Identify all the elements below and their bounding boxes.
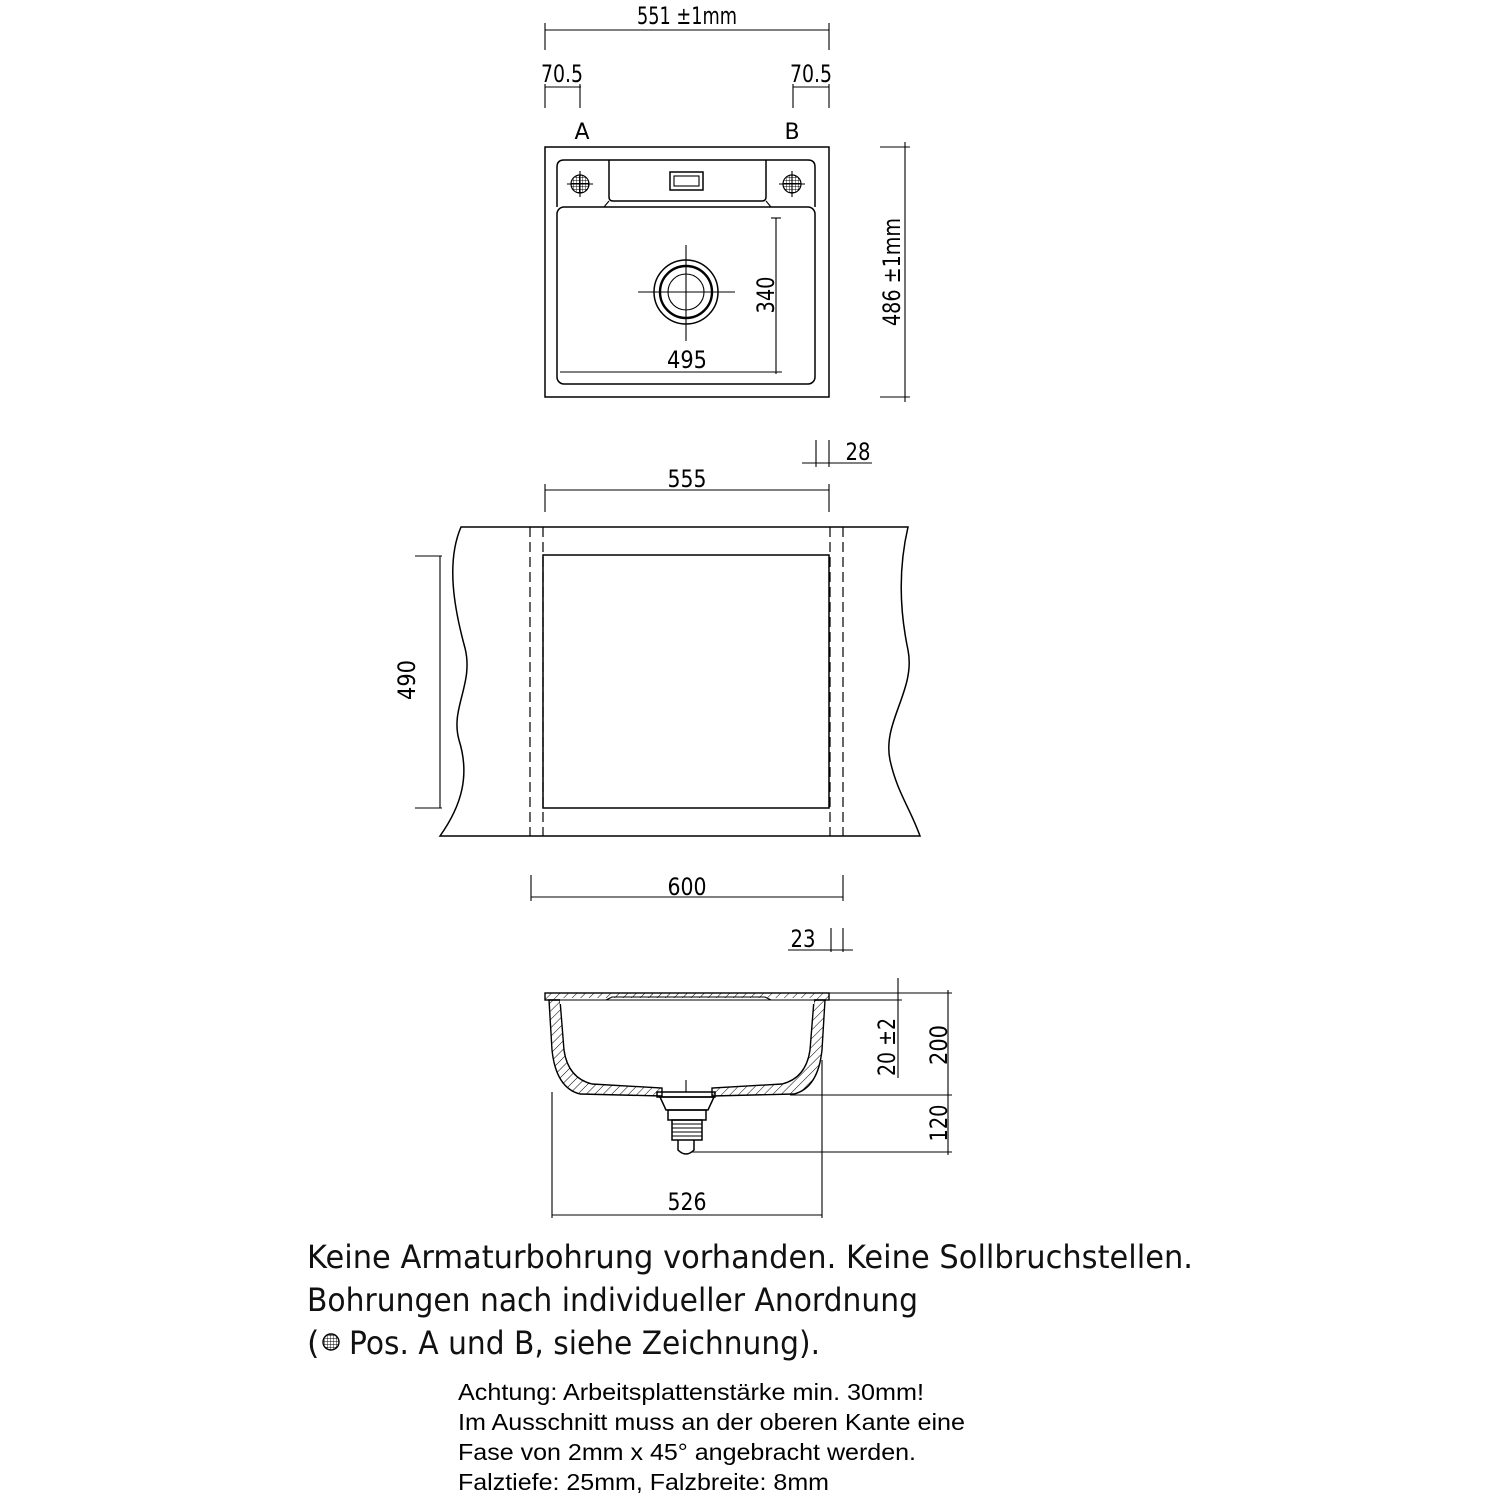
basin-width-label: 495	[667, 346, 707, 374]
cutout-depth-label: 490	[393, 654, 421, 700]
tap-hole-b-icon	[779, 171, 805, 197]
cutout-width-dimension	[545, 465, 829, 512]
drain-height-label: 120	[925, 1095, 953, 1142]
bowl-depth-label: 200	[925, 1019, 953, 1065]
wall-label: 23	[790, 925, 816, 953]
overall-depth-dimension	[878, 142, 910, 402]
right-offset-dimension	[790, 60, 832, 108]
drain-fitting	[657, 1080, 715, 1154]
warning-line-1: Achtung: Arbeitsplattenstärke min. 30mm!	[458, 1379, 924, 1405]
section-view	[545, 925, 953, 1218]
top-view	[541, 2, 910, 402]
overall-width-label: 551 ±1mm	[637, 2, 737, 30]
notes	[307, 1238, 1193, 1362]
note-line-3: Pos. A und B, siehe Zeichnung).	[349, 1324, 820, 1362]
tap-hole-a-icon	[567, 171, 593, 197]
cabinet-width-dimension	[531, 873, 843, 901]
hatched-circle-icon	[323, 1334, 339, 1350]
cabinet-width-label: 600	[667, 873, 707, 901]
countertop	[440, 527, 920, 836]
basin-depth-dimension	[752, 218, 781, 374]
warning-line-4: Falztiefe: 25mm, Falzbreite: 8mm	[458, 1469, 829, 1495]
warning	[458, 1379, 965, 1495]
wall-dimension	[788, 925, 853, 953]
rim-height-label: 20 ±2	[873, 1002, 901, 1076]
overflow-icon	[670, 172, 703, 190]
note-line-3-open: (	[307, 1324, 320, 1362]
position-b-label: B	[784, 120, 800, 145]
note-line-2: Bohrungen nach individueller Anordnung	[307, 1281, 918, 1319]
warning-line-2: Im Ausschnitt muss an der oberen Kante eine	[458, 1409, 965, 1435]
sink-section	[545, 993, 829, 1096]
overall-depth-label: 486 ±1mm	[878, 190, 906, 326]
cutout-width-label: 555	[667, 465, 707, 493]
note-line-1: Keine Armaturbohrung vorhanden. Keine Sollbruchstellen.	[307, 1238, 1193, 1276]
position-a-label: A	[574, 120, 590, 145]
right-offset-label: 70.5	[790, 60, 832, 88]
cutout-opening	[543, 555, 829, 808]
left-offset-label: 70.5	[541, 60, 583, 88]
basin-depth-label: 340	[752, 267, 780, 314]
bottom-width-label: 526	[667, 1188, 707, 1216]
drain-icon	[638, 245, 735, 341]
basin-width-dimension	[560, 346, 782, 374]
cutout-view	[393, 438, 920, 901]
warning-line-3: Fase von 2mm x 45° angebracht werden.	[458, 1439, 916, 1465]
left-offset-dimension	[541, 60, 583, 108]
overall-width-dimension	[545, 2, 829, 50]
rebate-label: 28	[845, 438, 871, 466]
cutout-depth-dimension	[393, 556, 442, 808]
rebate-dimension	[802, 438, 872, 467]
